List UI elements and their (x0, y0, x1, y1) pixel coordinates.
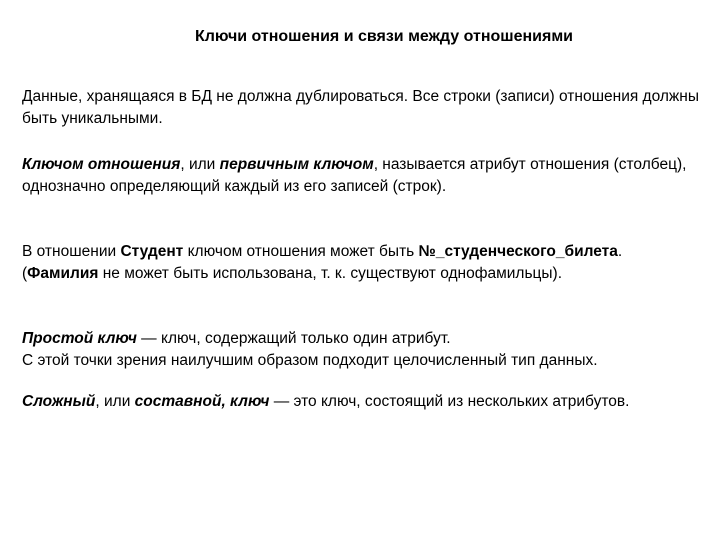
term-simple-key: Простой ключ (22, 330, 137, 347)
paragraph-student-example (22, 241, 702, 284)
definition-text: — ключ, содержащий только один атрибут. (136, 330, 451, 347)
key-field-name: №_студенческого_билета (418, 243, 618, 260)
connector-text: , или (180, 156, 220, 173)
paragraph-data-uniqueness (22, 86, 702, 129)
middle-text: ключом отношения может быть (183, 243, 419, 260)
paragraph-composite-key (22, 391, 702, 413)
field-surname: Фамилия (27, 264, 99, 282)
intro-text: В отношении (22, 243, 121, 260)
connector-text: , или (95, 393, 135, 410)
term-primary-key: первичным ключом (219, 156, 374, 173)
term-composite-key: составной, ключ (134, 393, 270, 410)
middle-text-2: . ( (22, 243, 623, 282)
definition-text: — это ключ, состоящий из нескольких атрибутов. (269, 393, 630, 410)
slide-title: Ключи отношения и связи между отношениями (194, 28, 574, 45)
paragraph-simple-key (22, 328, 702, 371)
paragraph-text: Данные, хранящаяся в БД не должна дублироваться. Все строки (записи) отношения должны быть уникальными. (22, 88, 699, 127)
term-complex: Сложный (22, 393, 96, 410)
term-relation-key: Ключом отношения (22, 156, 181, 173)
paragraph-primary-key-definition (22, 154, 702, 197)
explanation-text: не может быть использована, т. к. существуют однофамильцы). (98, 264, 563, 282)
recommendation-text: С этой точки зрения наилучшим образом подходит целочисленный тип данных. (22, 351, 598, 369)
definition-text: , называется атрибут отношения (столбец), однозначно определяющий каждый из его записей (строк). (22, 156, 687, 195)
entity-student: Студент (120, 243, 184, 260)
